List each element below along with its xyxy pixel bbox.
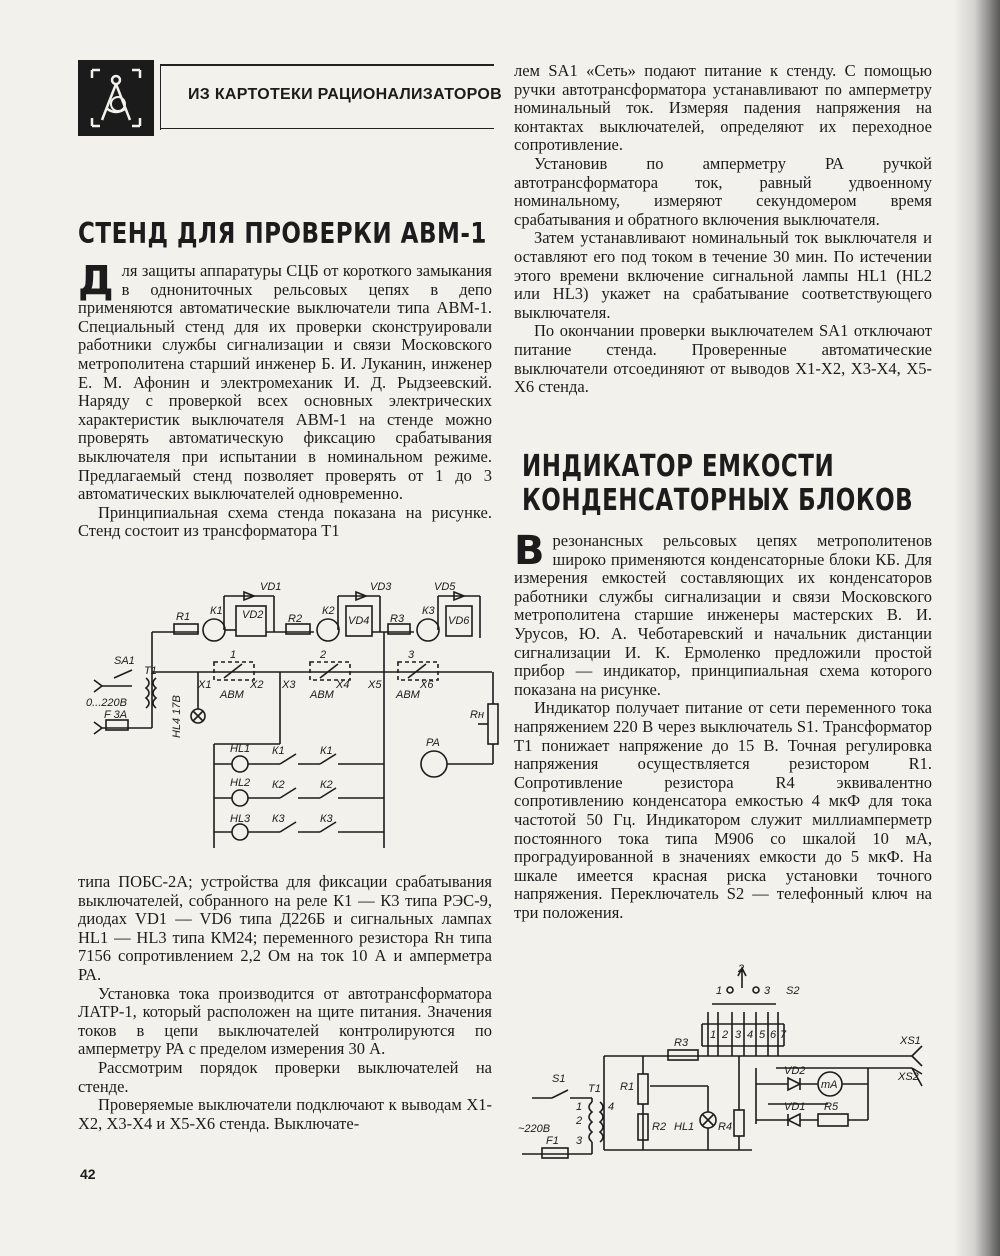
label-hl1: HL1 — [674, 1121, 695, 1133]
label-n5: 5 — [759, 1029, 766, 1041]
article1-body-left — [78, 873, 492, 1133]
page-number: 42 — [80, 1166, 96, 1182]
label-avm-3: АВМ — [396, 689, 420, 701]
label-pos-3: 3 — [764, 985, 771, 997]
label-relay-k3: К3 — [272, 813, 285, 825]
circuit-diagram-capacitance-indicator — [512, 964, 942, 1164]
article2-paragraph: Индикатор получает питание от сети переменного тока напряжением 220 В через выключатель S1. Трансформатор Т1 понижает напряжение до 15 В. Точная регулировка напряжения осуществляется резистором R1. Сопротивление резистора R4 эквивалентно сопротивлению конденсатора емкостью 4 мкФ для тока частотой 50 Гц. Индикатором служит миллиамперметр постоянного тока типа М906 со шкалой 10 мА, проградуированной в значениях емкости до 5 мкФ. На шкале имеется красная риска установки точного напряжения. Переключатель S2 — телефонный ключ на три положения. — [514, 698, 932, 922]
label-hl2: HL2 — [230, 777, 251, 789]
article2-dropcap: В — [514, 528, 545, 574]
circuit-diagram-test-stand — [84, 578, 500, 868]
label-x6: X6 — [420, 679, 434, 691]
header-rule-top — [160, 64, 494, 66]
label-fuse: F 3A — [104, 709, 128, 721]
label-c3: 3 — [408, 649, 415, 661]
label-vd2: VD2 — [784, 1065, 806, 1077]
label-r4: R4 — [718, 1121, 733, 1133]
label-k2: К2 — [322, 605, 335, 617]
label-r3: R3 — [390, 613, 405, 625]
page-edge-shadow — [954, 0, 1000, 1256]
label-n7: 7 — [780, 1029, 787, 1041]
label-hl4: HL4 17В — [171, 695, 183, 738]
article1-paragraph: Установка тока производится от автотрансформатора ЛАТР-1, который расположен на щите питания. Значения токов в цепи выключателей контролируются по амперметру РА с пределом измерения 30 А. — [78, 983, 492, 1059]
article1-paragraph: Проверяемые выключатели подключают к выводам Х1-Х2, Х3-Х4 и Х5-Х6 стенда. Выключате- — [78, 1095, 492, 1133]
label-t1: T1 — [588, 1083, 601, 1095]
article1-paragraph: Установив по амперметру РА ручкой автотрансформатора ток, равный удвоенному номинальному, измеряют секундомером время срабатывания и обратного включения выключателя. — [514, 153, 932, 229]
label-n6: 6 — [770, 1029, 777, 1041]
article1-paragraph: Принципиальная схема стенда показана на рисунке. Стенд состоит из трансформатора Т1 — [78, 502, 492, 541]
label-relay-k2: К2 — [272, 779, 285, 791]
label-vd4: VD4 — [348, 615, 370, 627]
label-hl3: HL3 — [230, 813, 251, 825]
label-w2: 2 — [576, 1115, 583, 1127]
label-k1: К1 — [210, 605, 223, 617]
label-f1: F1 — [546, 1135, 559, 1147]
article2-paragraph: резонансных рельсовых цепях метрополитенов широко применяются конденсаторные блоки КБ. Для измерения емкостей составляющих их конденсаторов работники службы сигнализации и связи Московского метрополитена старшие инженеры мастерских В. И. Урусов, Ю. А. Чеботаревский и начальник дистанции сигнализации И. К. Ермоленко предложили простой прибор — индикатор, принципиальная схема которого показана на рисунке. — [514, 531, 932, 699]
label-vd2: VD2 — [242, 609, 264, 621]
article1-title: СТЕНД ДЛЯ ПРОВЕРКИ АВМ-1 — [78, 218, 487, 251]
label-x5: X5 — [368, 679, 382, 691]
label-n3: 3 — [735, 1029, 742, 1041]
label-r2: R2 — [288, 613, 303, 625]
article1-intro — [78, 258, 492, 541]
label-220v: 0...220В — [86, 697, 127, 709]
label-x4: X4 — [336, 679, 350, 691]
label-avm-1: АВМ — [220, 689, 244, 701]
label-c2: 2 — [320, 649, 327, 661]
label-s2: S2 — [786, 985, 800, 997]
label-xs1: XS1 — [900, 1035, 921, 1047]
label-vd1: VD1 — [260, 581, 282, 593]
article1-dropcap: Д — [78, 258, 114, 304]
article1-paragraph: типа ПОБС-2А; устройства для фиксации срабатывания выключателей, собранного на реле К1 — К3 типа РЭС-9, диодах VD1 — VD6 типа Д226Б и сигнальных лампах HL1 — HL3 типа КМ24; переменного резистора Rн типа 7156 сопротивлением 2,2 Ом на ток 10 А и амперметра РА. — [78, 872, 492, 984]
article2-title-line2: КОНДЕНСАТОРНЫХ БЛОКОВ — [522, 484, 914, 518]
label-pos-2: 2 — [738, 964, 745, 975]
label-vd5: VD5 — [434, 581, 456, 593]
label-r3: R3 — [674, 1037, 689, 1049]
article1-paragraph: Затем устанавливают номинальный ток выключателя и оставляют его под током в течение 30 мин. По истечении этого времени включение сигнальной лампы HL1 (HL2 или HL3) укажет на срабатывание соответствующего выключателя. — [514, 228, 932, 322]
label-ma: mA — [821, 1079, 838, 1091]
label-r1: R1 — [176, 611, 191, 623]
label-contact-k2: К2 — [320, 779, 333, 791]
label-w4: 4 — [608, 1101, 615, 1113]
label-k3: К3 — [422, 605, 435, 617]
label-rn: Rн — [470, 709, 484, 721]
label-n1: 1 — [710, 1029, 717, 1041]
article1-paragraph: Рассмотрим порядок проверки выключателей на стенде. — [78, 1057, 492, 1096]
article1-paragraph: ля защиты аппаратуры СЦБ от короткого замыкания в однониточных рельсовых цепях в депо применяются автоматические выключатели типа АВМ-1. Специальный стенд для их проверки сконструировали работники службы сигнализации и связи Московского метрополитена старший инженер Б. И. Луканин, инженер Е. М. Афонин и электромеханик И. Д. Рыдзеевский. Наряду с проверкой всех основных электрических характеристик выключателя АВМ-1 на стенде можно проверять автоматическую фиксацию срабатывания выключателя при испытании в номинальном режиме. Предлагаемый стенд позволяет проверять от 1 до 3 автоматических выключателей одновременно. — [78, 261, 492, 504]
article1-paragraph: лем SA1 «Сеть» подают питание к стенду. С помощью ручки автотрансформатора устанавливают по амперметру номинальный ток. Измеряя падения напряжения на контактах выключателей, определяют их переходное сопротивление. — [514, 61, 932, 155]
label-t1: T1 — [144, 665, 157, 677]
label-x2: X2 — [250, 679, 264, 691]
label-n2: 2 — [722, 1029, 729, 1041]
label-vd1: VD1 — [784, 1101, 806, 1113]
label-220v: ~220В — [518, 1123, 551, 1135]
label-hl1: HL1 — [230, 743, 251, 755]
label-pos-1: 1 — [716, 985, 723, 997]
article1-paragraph: По окончании проверки выключателем SA1 отключают питание стенда. Проверенные автоматические выключатели отсоединяют от выводов Х1-Х2, Х3-Х4, Х5-Х6 стенда. — [514, 321, 932, 397]
rubric-title: ИЗ КАРТОТЕКИ РАЦИОНАЛИЗАТОРОВ — [188, 86, 502, 103]
label-relay-k1: К1 — [272, 745, 285, 757]
label-s1: S1 — [552, 1073, 566, 1085]
label-w1: 1 — [576, 1101, 583, 1113]
rubric-logo-icon — [78, 60, 154, 136]
article2-body — [514, 528, 932, 922]
label-vd3: VD3 — [370, 581, 392, 593]
label-xs2: XS2 — [898, 1071, 919, 1083]
label-contact-k1: К1 — [320, 745, 333, 757]
label-avm-2: АВМ — [310, 689, 334, 701]
article2-title-line1: ИНДИКАТОР ЕМКОСТИ — [522, 450, 835, 484]
label-r2: R2 — [652, 1121, 667, 1133]
label-sa1: SA1 — [114, 655, 135, 667]
label-x3: X3 — [282, 679, 296, 691]
header-rule-left — [160, 64, 161, 130]
label-r1: R1 — [620, 1081, 635, 1093]
article1-body-right — [514, 62, 932, 397]
label-r5: R5 — [824, 1101, 839, 1113]
label-n4: 4 — [747, 1029, 754, 1041]
label-w3: 3 — [576, 1135, 583, 1147]
label-c1: 1 — [230, 649, 237, 661]
header-rule-bottom — [160, 128, 494, 129]
label-x1: X1 — [198, 679, 212, 691]
label-vd6: VD6 — [448, 615, 470, 627]
label-contact-k3: К3 — [320, 813, 333, 825]
label-pa: PA — [426, 737, 440, 749]
